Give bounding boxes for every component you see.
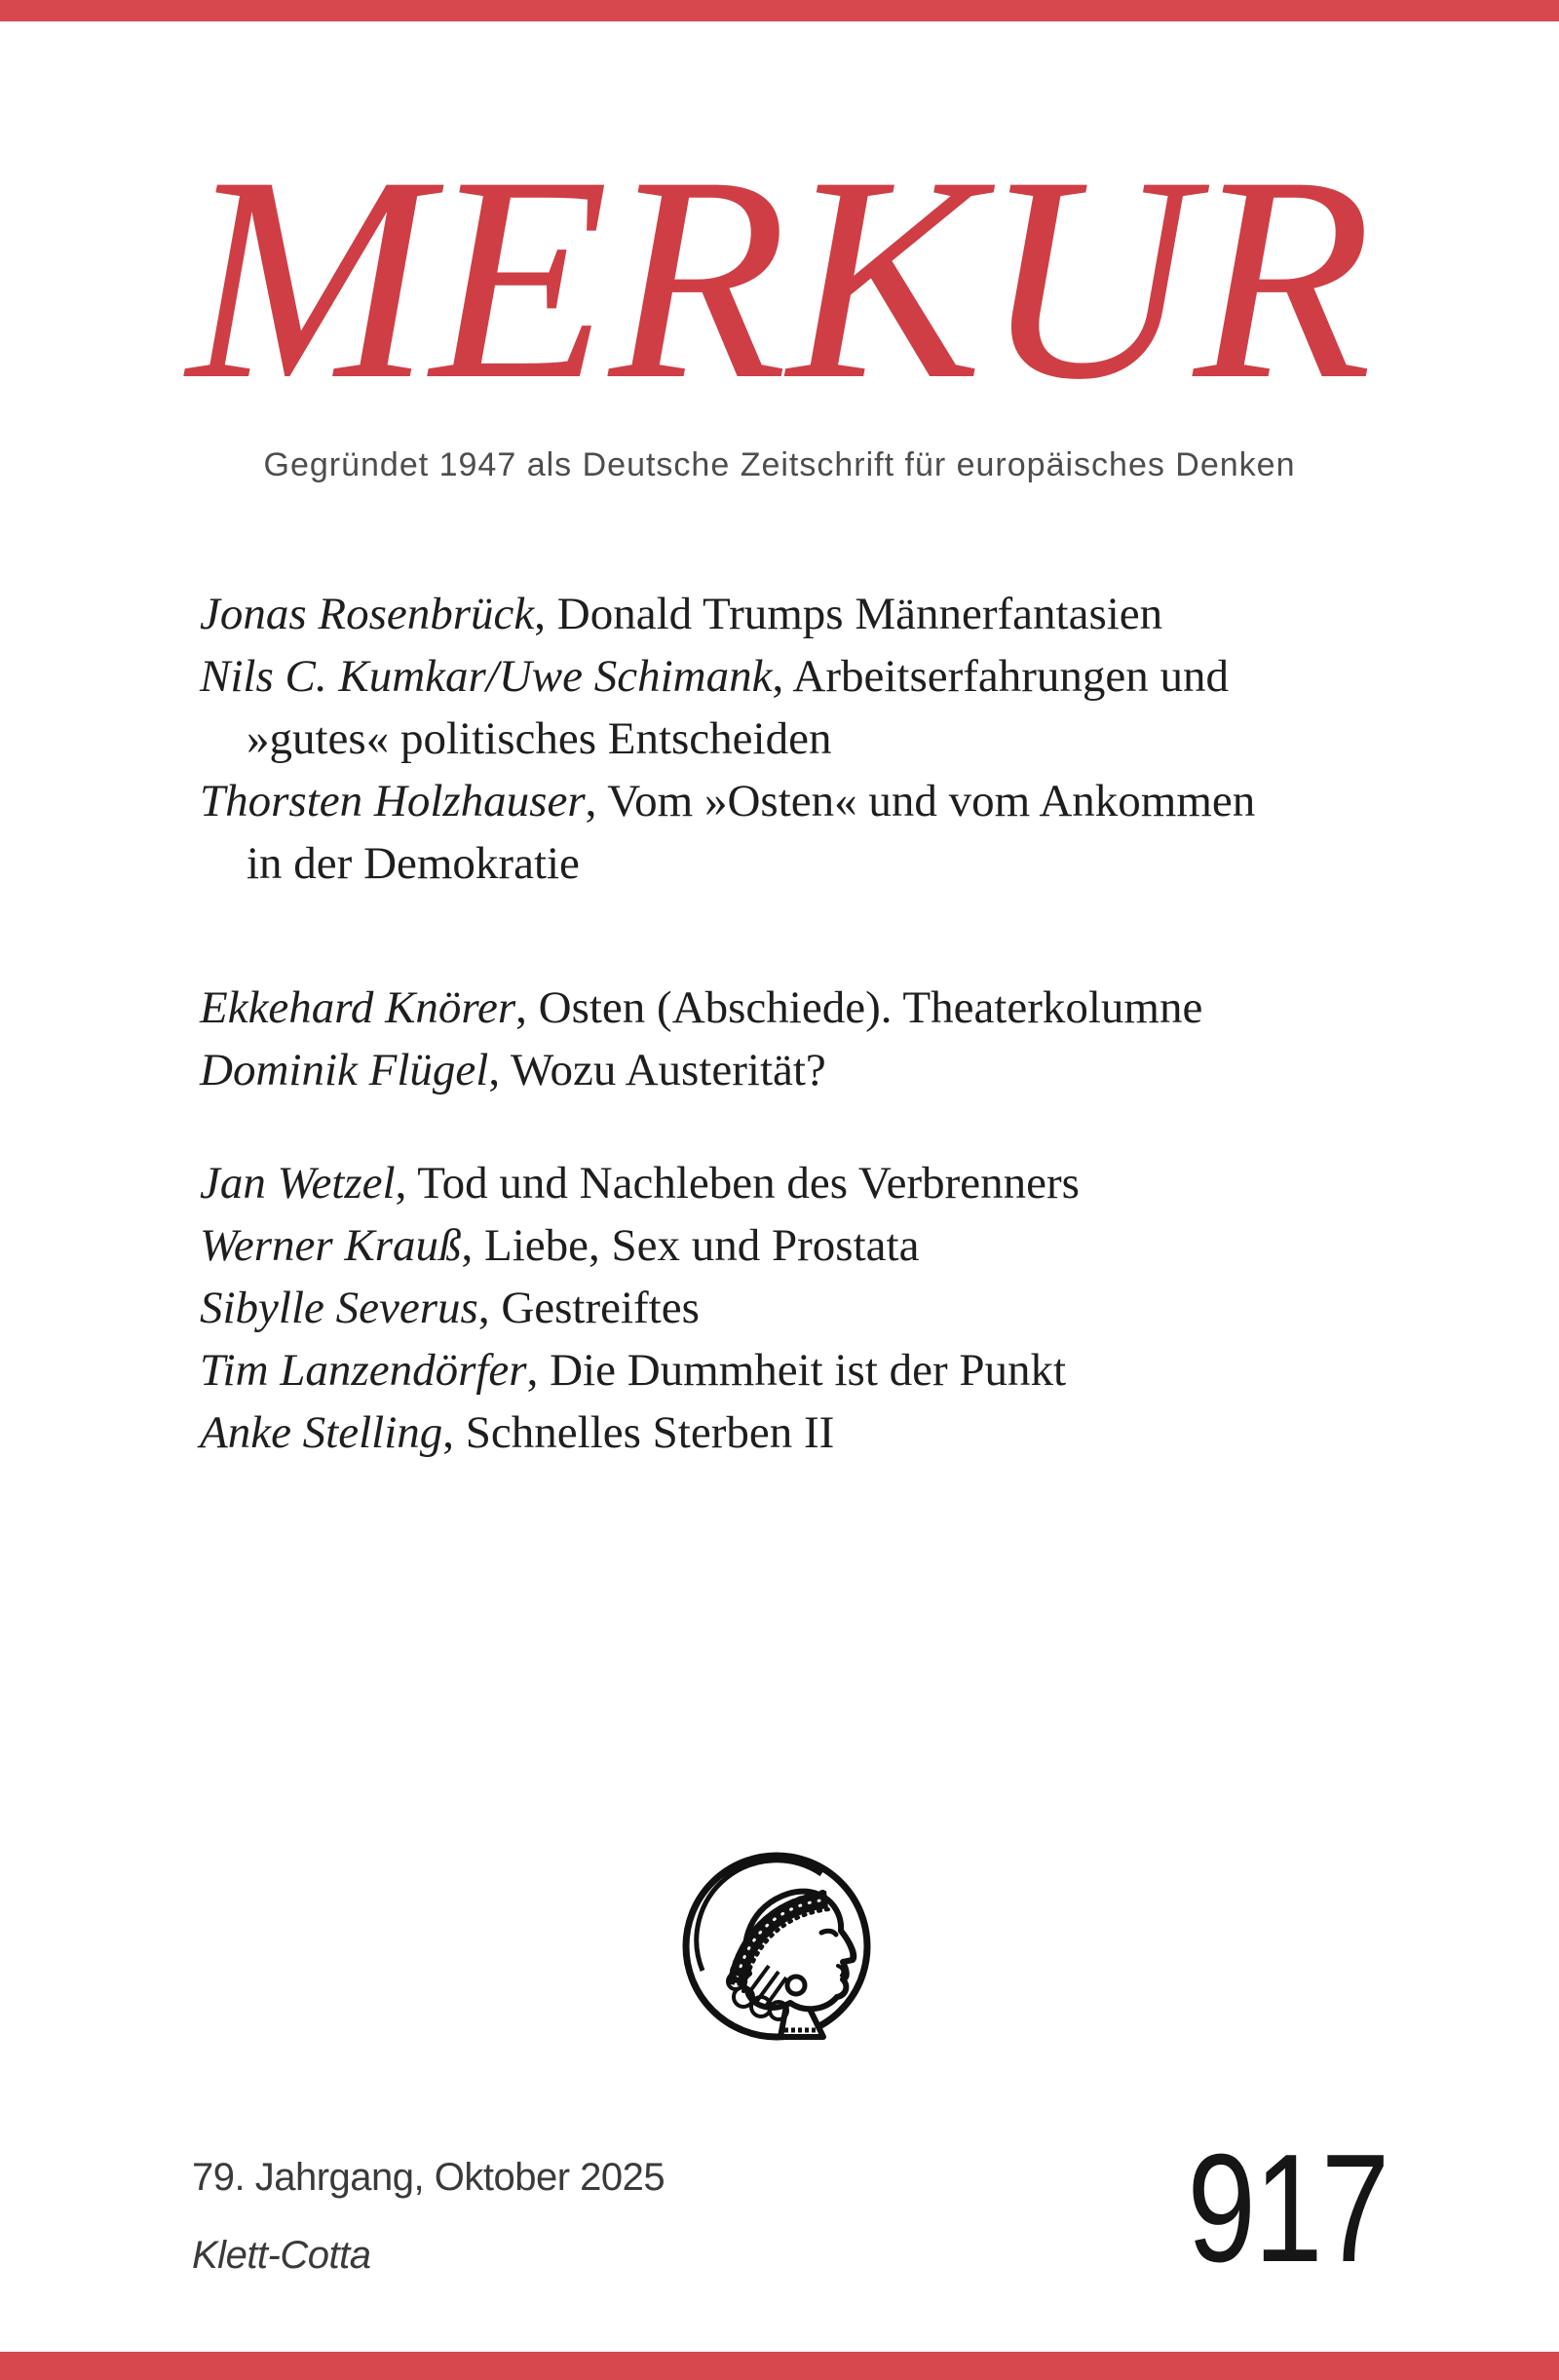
toc-group: [200, 583, 1466, 895]
toc-entry: [200, 583, 1466, 645]
toc-group: [200, 1152, 1466, 1464]
toc-entry: [200, 1214, 1466, 1277]
toc-title: , Schnelles Sterben II: [442, 1407, 835, 1458]
toc-title: , Liebe, Sex und Prostata: [461, 1220, 920, 1271]
bottom-red-bar: [0, 2352, 1559, 2380]
toc-title: , Tod und Nachleben des Verbrenners: [395, 1158, 1080, 1209]
toc-author: Thorsten Holzhauser: [200, 776, 586, 826]
toc-title: , Die Dummheit ist der Punkt: [526, 1345, 1067, 1396]
toc-entry: [200, 1339, 1466, 1401]
toc-title: , Donald Trumps Männerfantasien: [534, 589, 1163, 639]
toc-entry: [200, 1401, 1466, 1464]
toc-entry: [200, 977, 1466, 1039]
toc-title: , Wozu Austerität?: [488, 1045, 826, 1095]
toc-author: Sibylle Severus: [200, 1283, 478, 1333]
toc-author: Anke Stelling: [200, 1407, 443, 1458]
magazine-subtitle: Gegründet 1947 als Deutsche Zeitschrift für europäisches Denken: [263, 446, 1296, 483]
toc-author: Dominik Flügel: [200, 1045, 489, 1095]
toc-author: Jonas Rosenbrück: [200, 589, 535, 639]
toc-entry: [200, 1152, 1466, 1214]
toc-author: Jan Wetzel: [200, 1158, 396, 1209]
toc-title: , Arbeitserfahrungen und: [772, 651, 1230, 702]
mercury-head-icon: [679, 1849, 874, 2044]
magazine-title: MERKUR: [186, 116, 1373, 440]
issue-number: 917: [1187, 2123, 1388, 2294]
toc-title: , Osten (Abschiede). Theaterkolumne: [515, 982, 1203, 1033]
toc-author: Werner Krauß: [200, 1220, 462, 1271]
top-red-bar: [0, 0, 1559, 21]
toc-entry: [200, 645, 1466, 708]
toc-title: , Gestreiftes: [477, 1283, 700, 1333]
toc-author: Ekkehard Knörer: [200, 982, 516, 1033]
toc-title: , Vom »Osten« und vom Ankommen: [585, 776, 1256, 826]
toc-author: Nils C. Kumkar/Uwe Schimank: [200, 651, 773, 702]
edition-line: 79. Jahrgang, Oktober 2025: [192, 2156, 665, 2199]
toc-title-wrap: »gutes« politisches Entscheiden: [247, 713, 832, 764]
toc-title-wrap: in der Demokratie: [247, 838, 580, 889]
toc-entry: [200, 1039, 1466, 1101]
publisher-name: Klett-Cotta: [192, 2234, 371, 2277]
toc: [200, 583, 1466, 1464]
toc-entry: [200, 1277, 1466, 1339]
edition-block: [192, 2138, 665, 2294]
toc-group: [200, 977, 1466, 1101]
toc-author: Tim Lanzendörfer: [200, 1345, 527, 1396]
toc-entry: [200, 770, 1466, 832]
